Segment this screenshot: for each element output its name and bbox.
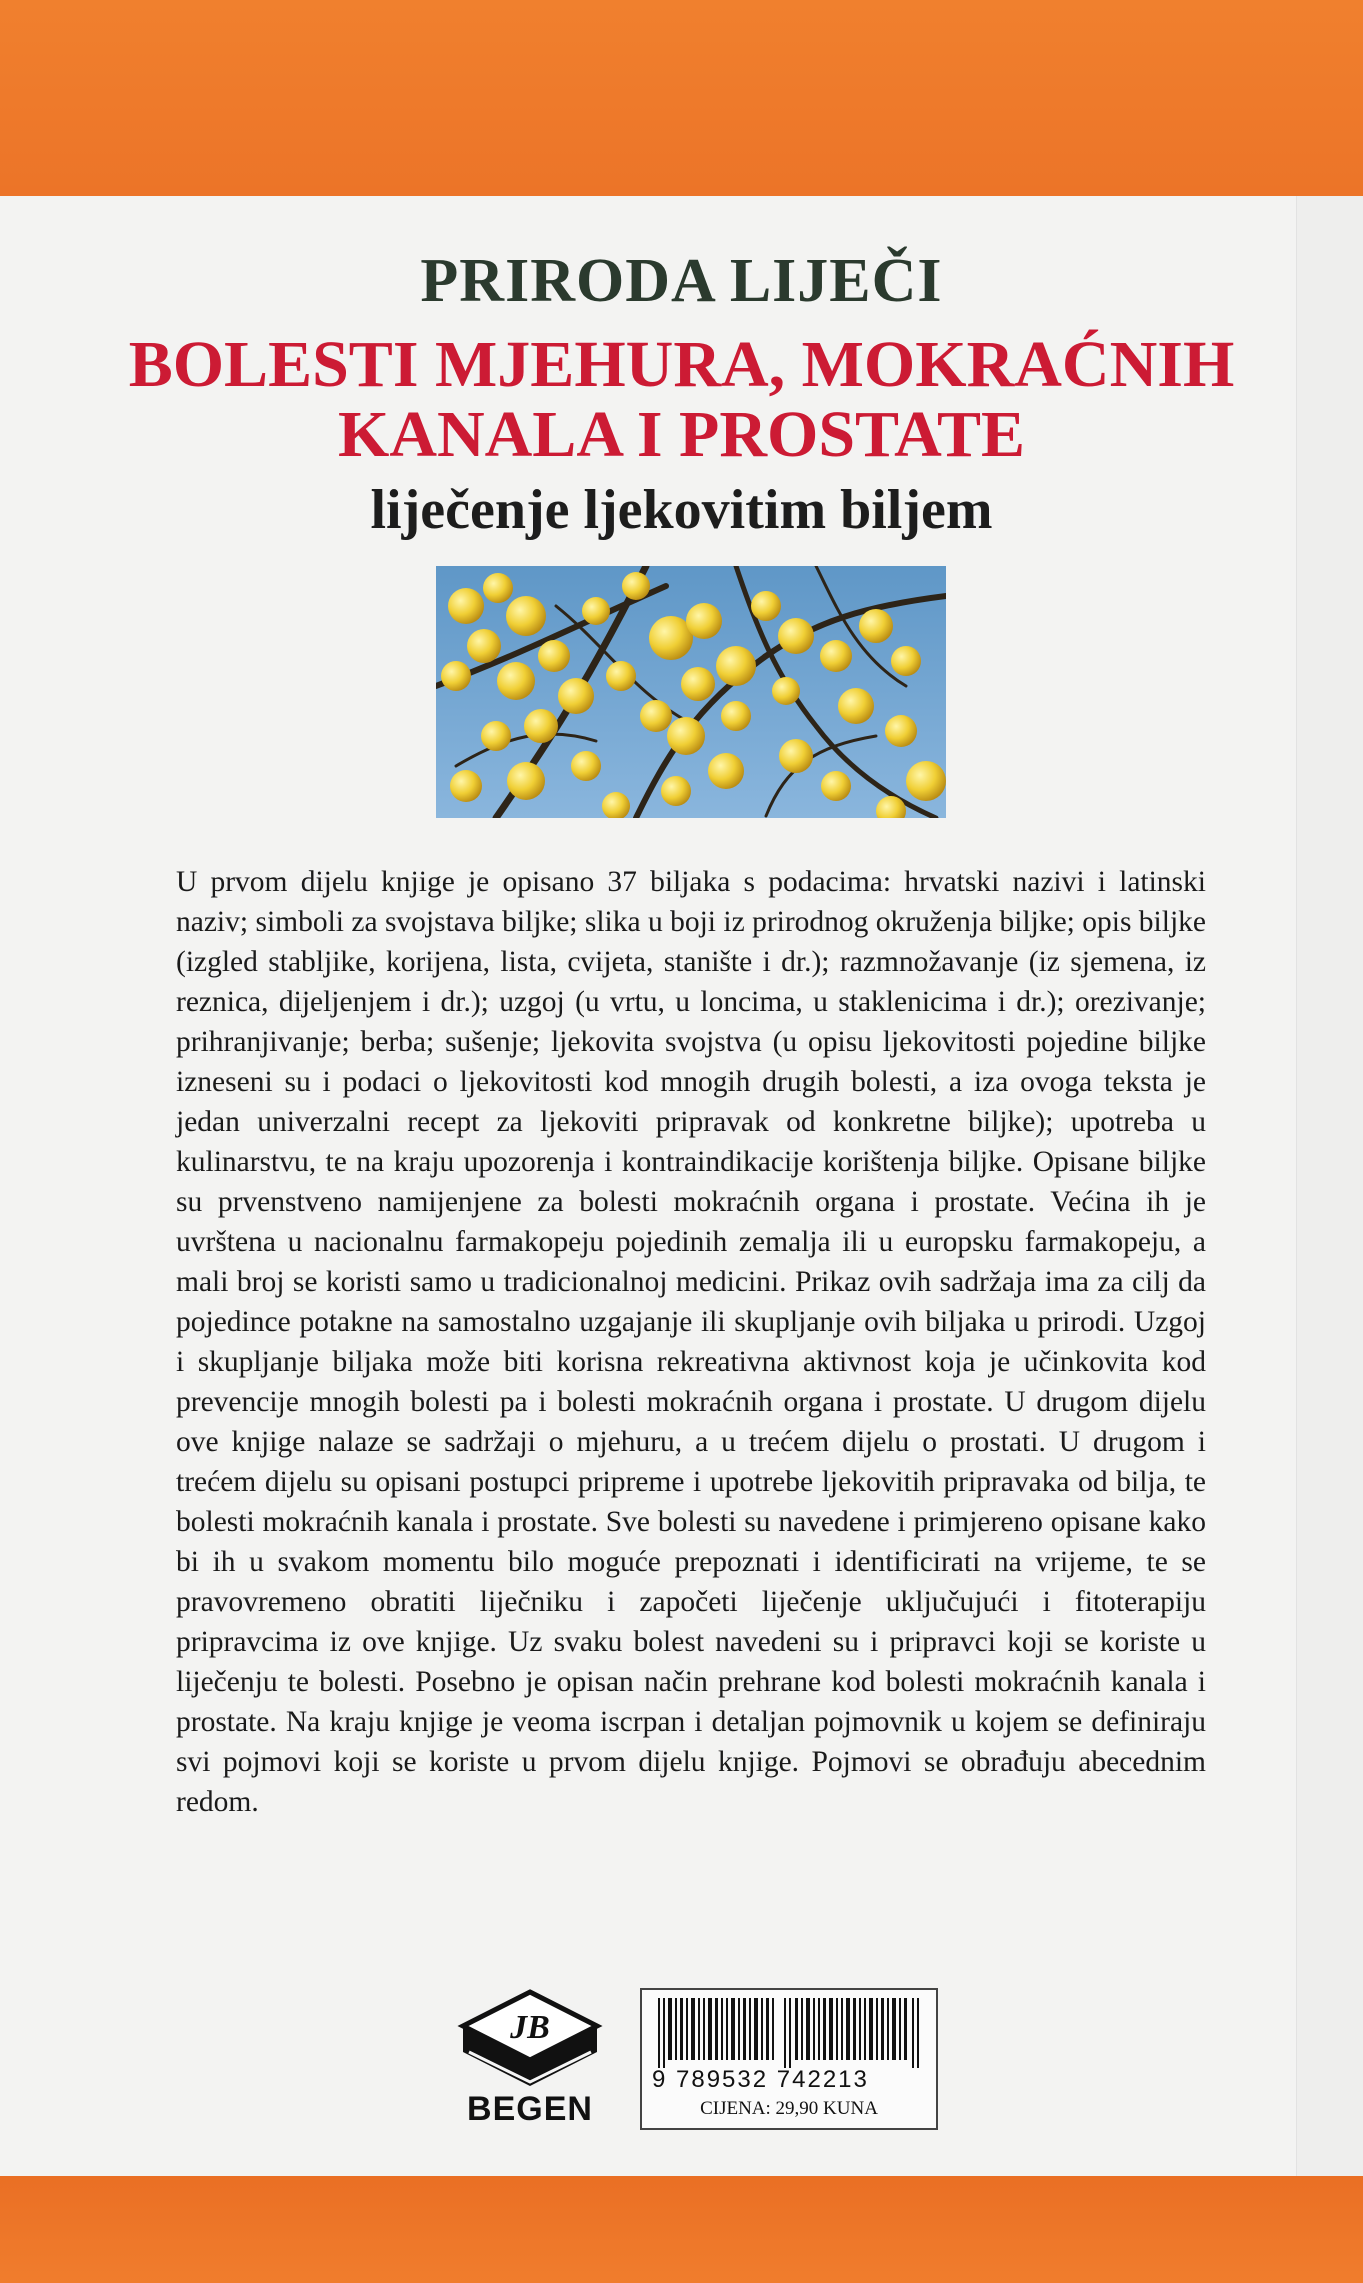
book-title-line-1: BOLESTI MJEHURA, MOKRAĆNIH [128, 328, 1235, 401]
barcode-icon [658, 1998, 920, 2068]
book-description: U prvom dijelu knjige je opisano 37 biljaka s podacima: hrvatski nazivi i latinski naziv; simboli za svojstava biljke; slika u boji iz prirodnog okruženja biljke; opis biljke (izgled stabljike, korijena, lista, cvijeta, stanište i dr.); razmnožavanje (iz sjemena, iz reznica, dijeljenjem i dr.); uzgoj (u vrtu, u loncima, u staklenicima i dr.); orezivanje; prihranjivanje; berba; sušenje; ljekovita svojstva (u opisu ljekovitosti pojedine biljke izneseni su i podaci o ljekovitosti kod mnogih drugih bolesti, a iza ovoga teksta je jedan univerzalni recept za ljekoviti pripravak od konkretne biljke); upotreba u kulinarstvu, te na kraju upozorenja i kontraindikacije korištenja biljke. Opisane biljke su prvenstveno namijenjene za bolesti mokraćnih organa i prostate. Većina ih je uvrštena u nacionalnu farmakopeju pojedinih zemalja ili u europsku farmakopeju, a mali broj se koristi samo u tradicionalnoj medicini. Prikaz ovih sadržaja ima za cilj da pojedince potakne na samostalno uzgajanje ili skupljanje ovih biljaka u prirodi. Uzgoj i skupljanje biljaka može biti korisna rekreativna aktivnost koja je učinkovita kod prevencije mnogih bolesti pa i bolesti mokraćnih organa i prostate. U drugom dijelu ove knjige nalaze se sadržaji o mjehuru, a u trećem dijelu o prostati. U drugom i trećem dijelu su opisani postupci pripreme i upotrebe ljekovitih pripravaka od bilja, te bolesti mokraćnih kanala i prostate. Sve bolesti su navedene i primjereno opisane kako bi ih u svakom momentu bilo moguće prepoznati i identificirati na vrijeme, te se pravovremeno obratiti liječniku i započeti liječenje uključujući i fitoterapiju pripravcima iz ove knjige. Uz svaku bolest navedeni su i pripravci koji se koriste u liječenju te bolesti. Posebno je opisan način prehrane kod bolesti mokraćnih kanala i prostate. Na kraju knjige je veoma iscrpan i detaljan pojmovnik u kojem se definiraju svi pojmovi koji se koriste u prvom dijelu knjige. Pojmovi se obrađuju abecednim redom. [176, 866, 1206, 1818]
book-title [0, 330, 1363, 470]
top-orange-band [0, 0, 1363, 196]
isbn-barcode-box [640, 1988, 938, 2130]
publisher-logo [455, 1986, 605, 2136]
book-title-line-2: KANALA I PROSTATE [337, 398, 1025, 471]
bottom-orange-band [0, 2176, 1363, 2283]
isbn-number: 9 789532 742213 [652, 2066, 869, 2093]
fruit-branch-photo [436, 566, 946, 818]
book-subtitle: liječenje ljekovitim biljem [370, 479, 993, 541]
book-logo-icon [455, 1986, 605, 2090]
publisher-monogram: JB [510, 2009, 550, 2046]
publisher-name: BEGEN [467, 2090, 593, 2128]
price-label: CIJENA: 29,90 KUNA [700, 2098, 878, 2119]
series-title: PRIRODA LIJEČI [420, 247, 943, 315]
